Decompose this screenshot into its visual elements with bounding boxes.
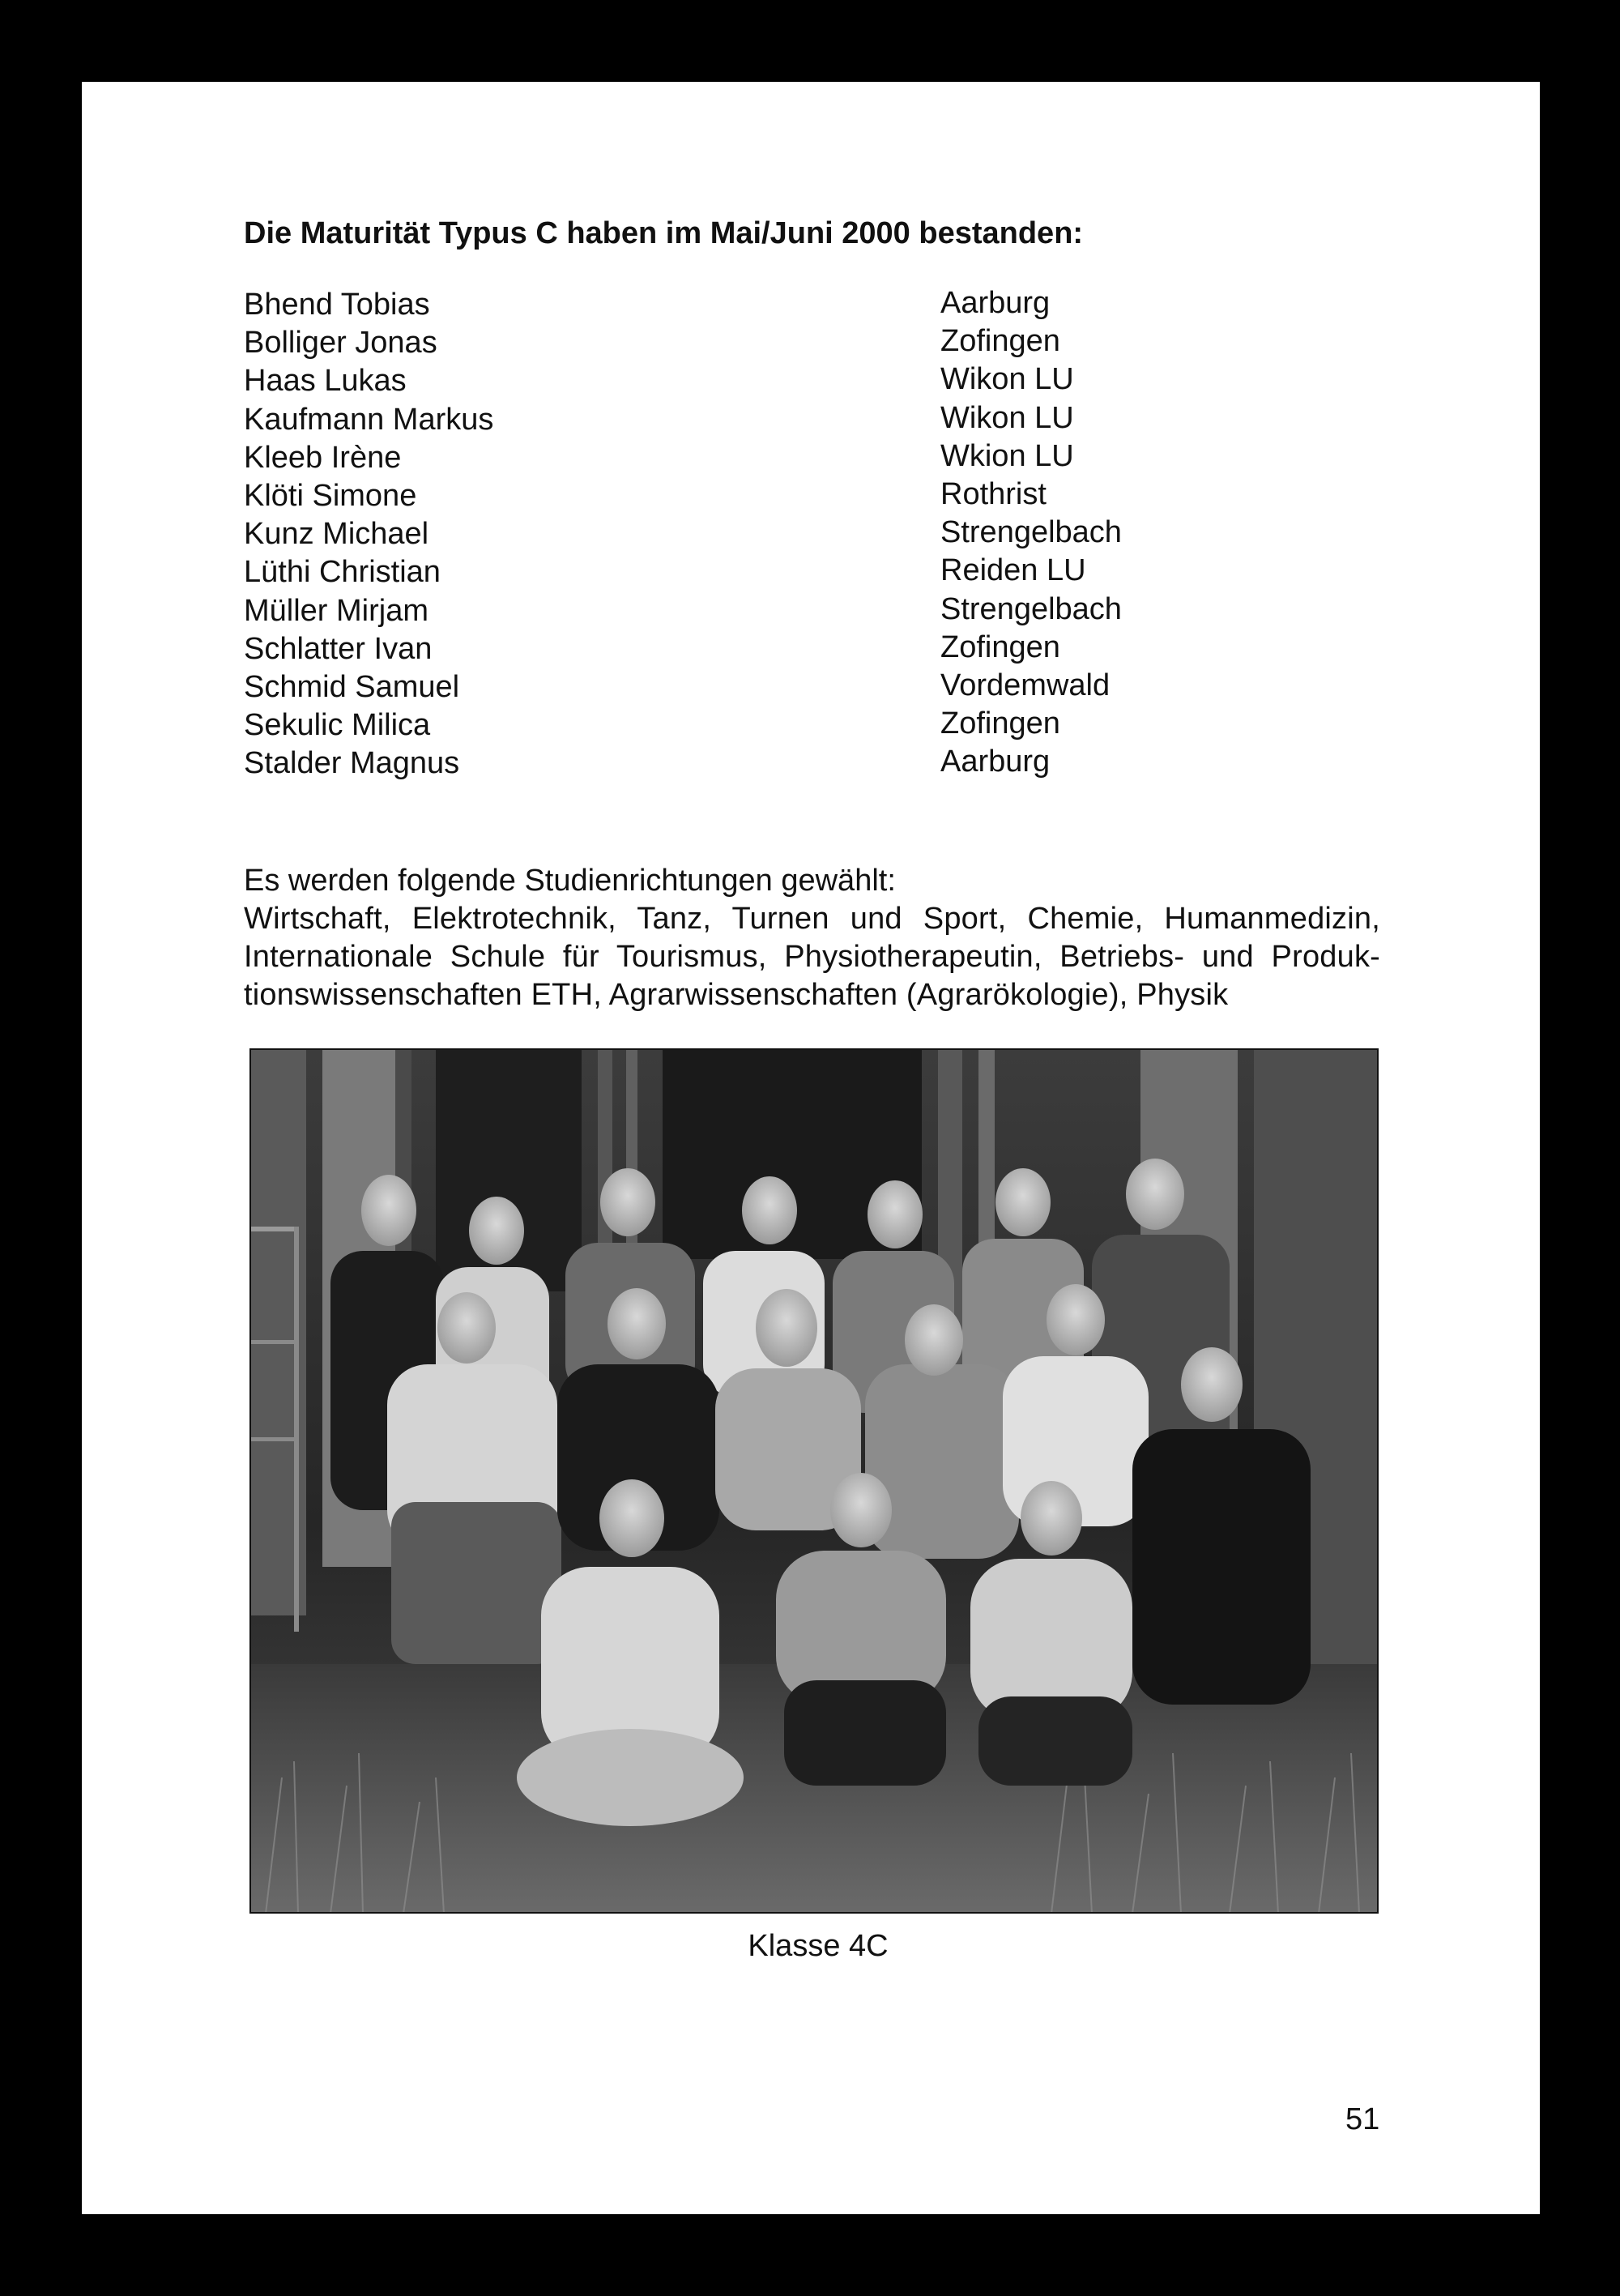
- graduate-name: Bolliger Jonas: [244, 326, 437, 361]
- list-item: [244, 362, 1216, 400]
- list-item: [244, 745, 1216, 783]
- graduate-name: Klöti Simone: [244, 478, 417, 513]
- graduate-name: Schmid Samuel: [244, 669, 460, 704]
- graduate-name: Lüthi Christian: [244, 555, 441, 590]
- photo-caption: [82, 1929, 1540, 1964]
- graduate-town: Zofingen: [940, 324, 1060, 359]
- graduate-town: Wikon LU: [940, 400, 1074, 435]
- graduate-town: Vordemwald: [940, 668, 1111, 702]
- graduate-town: Wkion LU: [940, 438, 1074, 473]
- graduate-name: Kaufmann Markus: [244, 402, 494, 437]
- list-item: [244, 592, 1216, 630]
- list-item: [244, 286, 1216, 324]
- studies-line: Internationale Schule für Tourismus, Physiotherapeutin, Betriebs- und Produk-: [244, 940, 1380, 974]
- list-item: [244, 477, 1216, 515]
- graduate-town: Zofingen: [940, 629, 1060, 664]
- list-item: [244, 401, 1216, 439]
- graduate-town: Aarburg: [940, 286, 1051, 320]
- studies-list: [244, 900, 1380, 1014]
- graduate-name: Schlatter Ivan: [244, 631, 433, 666]
- list-item: [244, 439, 1216, 477]
- page-number: 51: [1345, 2102, 1380, 2136]
- graduate-list: [244, 286, 1216, 783]
- graduate-name: Sekulic Milica: [244, 708, 431, 743]
- graduate-town: Strengelbach: [940, 515, 1122, 550]
- graduate-name: Kleeb Irène: [244, 440, 402, 475]
- list-item: [244, 630, 1216, 668]
- list-item: [244, 515, 1216, 553]
- list-item: [244, 668, 1216, 706]
- studies-line: tionswissenschaften ETH, Agrarwissenschaften (Agrarökologie), Physik: [244, 978, 1229, 1012]
- photo-caption-text: Klasse 4C: [748, 1929, 889, 1963]
- document-page: [82, 82, 1540, 2214]
- graduate-town: Aarburg: [940, 745, 1051, 779]
- class-photo: [249, 1048, 1379, 1914]
- graduate-name: Haas Lukas: [244, 364, 407, 399]
- graduate-name: Müller Mirjam: [244, 593, 428, 628]
- graduate-town: Strengelbach: [940, 591, 1122, 626]
- graduate-town: Rothrist: [940, 476, 1047, 511]
- studies-intro: Es werden folgende Studienrichtungen gewählt:: [244, 864, 896, 898]
- list-item: [244, 324, 1216, 362]
- graduate-town: Zofingen: [940, 706, 1060, 741]
- page-heading: Die Maturität Typus C haben im Mai/Juni 2000 bestanden:: [244, 216, 1084, 250]
- list-item: [244, 706, 1216, 745]
- studies-line: Wirtschaft, Elektrotechnik, Tanz, Turnen und Sport, Chemie, Humanmedizin,: [244, 902, 1380, 936]
- graduate-name: Stalder Magnus: [244, 746, 460, 781]
- graduate-town: Reiden LU: [940, 553, 1086, 588]
- graduate-name: Bhend Tobias: [244, 288, 430, 322]
- class-photo-image: [249, 1048, 1379, 1914]
- graduate-town: Wikon LU: [940, 362, 1074, 397]
- list-item: [244, 553, 1216, 591]
- graduate-name: Kunz Michael: [244, 517, 429, 552]
